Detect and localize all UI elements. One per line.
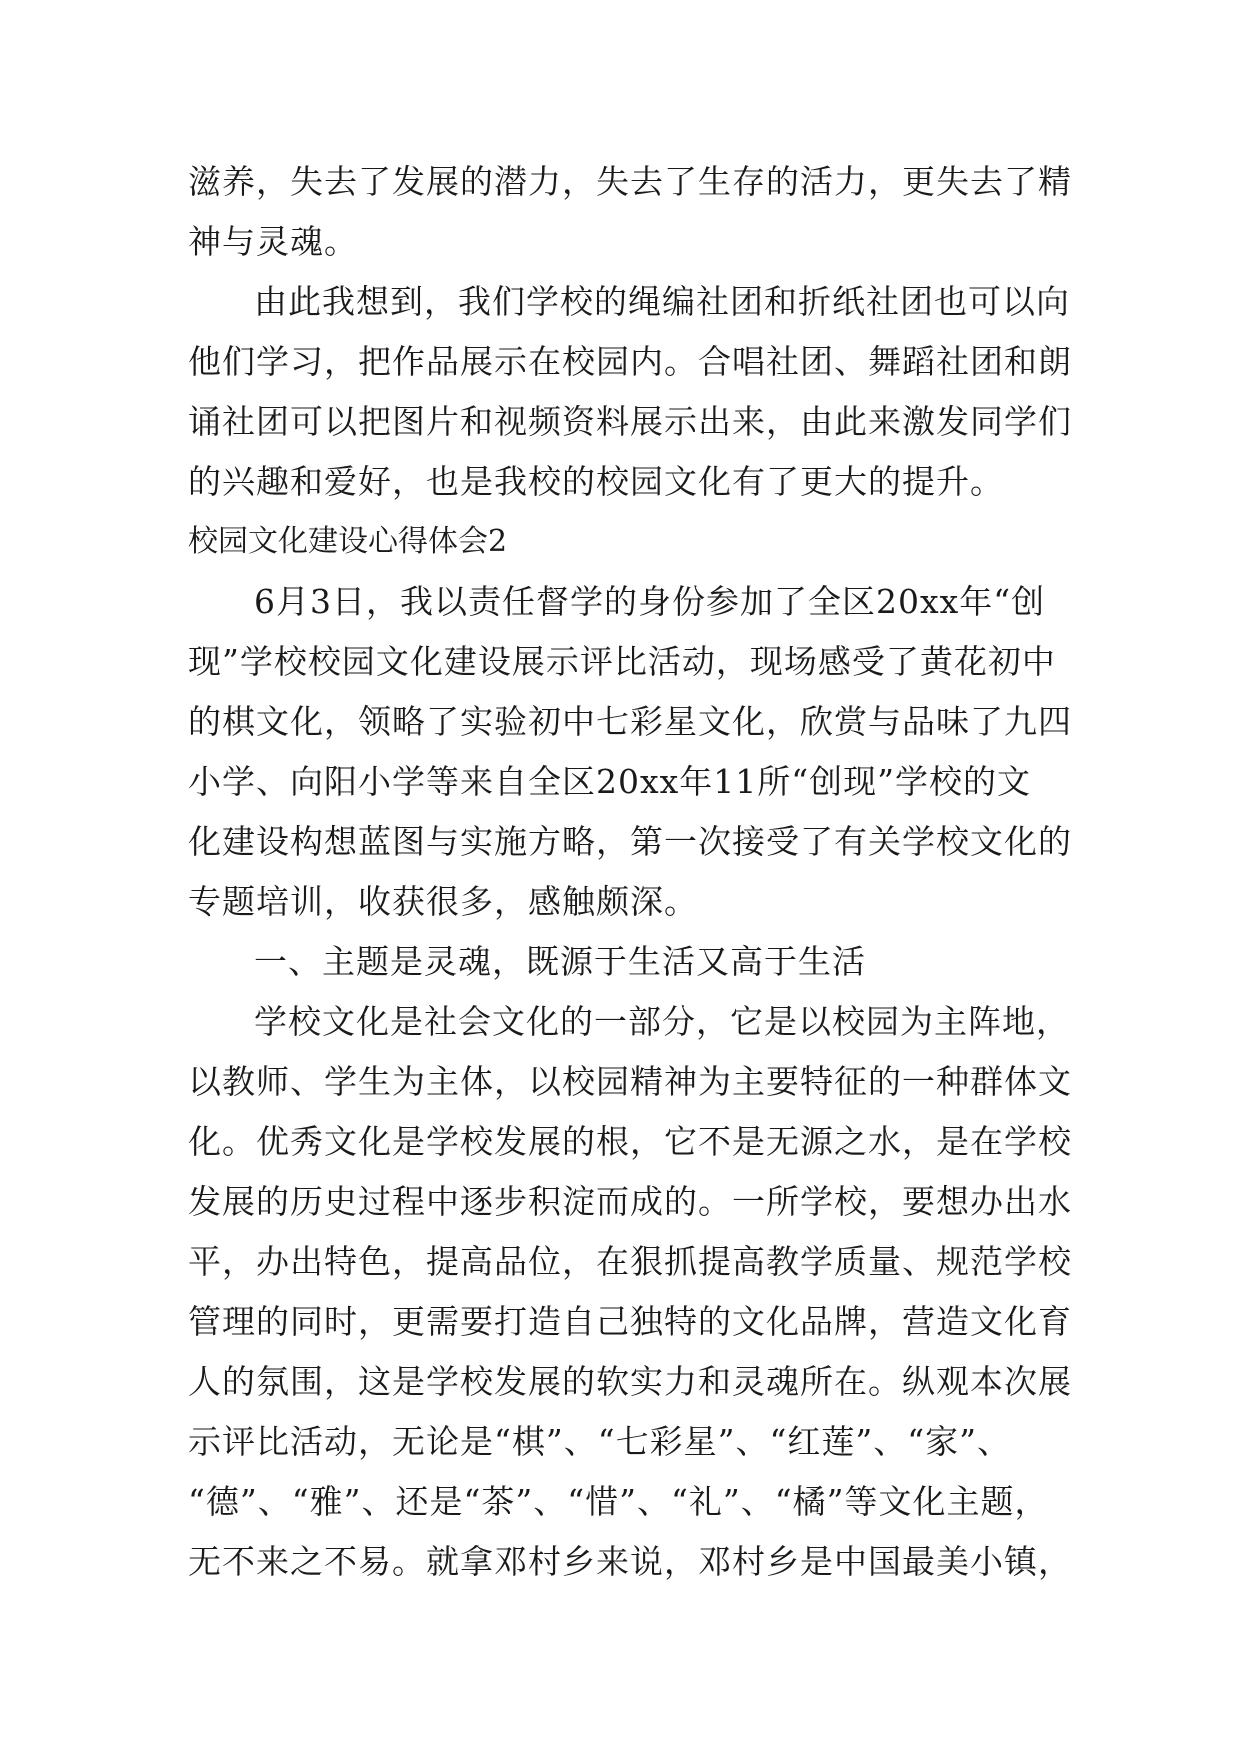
paragraph-line: 的兴趣和爱好，也是我校的校园文化有了更大的提升。 bbox=[188, 462, 1004, 501]
paragraph-line: 诵社团可以把图片和视频资料展示出来，由此来激发同学们 bbox=[188, 402, 1072, 441]
section-title: 校园文化建设心得体会2 bbox=[188, 524, 508, 559]
paragraph-line: 人的氛围，这是学校发展的软实力和灵魂所在。纵观本次展 bbox=[188, 1362, 1072, 1401]
document-page bbox=[188, 152, 1072, 1592]
paragraph-line: 管理的同时，更需要打造自己独特的文化品牌，营造文化育 bbox=[188, 1302, 1072, 1341]
paragraph-line: 专题培训，收获很多，感触颇深。 bbox=[188, 882, 698, 921]
paragraph-line: 他们学习，把作品展示在校园内。合唱社团、舞蹈社团和朗 bbox=[188, 342, 1072, 381]
paragraph-line: 神与灵魂。 bbox=[188, 222, 358, 261]
paragraph-line: 由此我想到，我们学校的绳编社团和折纸社团也可以向 bbox=[254, 282, 1070, 321]
paragraph-line: 示评比活动，无论是“棋”、“七彩星”、“红莲”、“家”、 bbox=[188, 1422, 1011, 1461]
paragraph-line: 发展的历史过程中逐步积淀而成的。一所学校，要想办出水 bbox=[188, 1182, 1072, 1221]
paragraph-line: 滋养，失去了发展的潜力，失去了生存的活力，更失去了精 bbox=[188, 162, 1072, 201]
subheading: 一、主题是灵魂，既源于生活又高于生活 bbox=[254, 942, 866, 981]
paragraph-line: 化。优秀文化是学校发展的根，它不是无源之水，是在学校 bbox=[188, 1122, 1072, 1161]
paragraph-line: 以教师、学生为主体，以校园精神为主要特征的一种群体文 bbox=[188, 1062, 1072, 1101]
paragraph-line: 的棋文化，领略了实验初中七彩星文化，欣赏与品味了九四 bbox=[188, 702, 1072, 741]
paragraph-line: 化建设构想蓝图与实施方略，第一次接受了有关学校文化的 bbox=[188, 822, 1072, 861]
paragraph-line: 6月3日，我以责任督学的身份参加了全区20xx年“创 bbox=[254, 582, 1046, 621]
paragraph-line: “德”、“雅”、还是“茶”、“惜”、“礼”、“橘”等文化主题， bbox=[188, 1482, 1049, 1521]
paragraph-line: 现”学校校园文化建设展示评比活动，现场感受了黄花初中 bbox=[188, 642, 1056, 681]
paragraph-line: 小学、向阳小学等来自全区20xx年11所“创现”学校的文 bbox=[188, 762, 1031, 801]
paragraph-line: 学校文化是社会文化的一部分，它是以校园为主阵地， bbox=[254, 1002, 1070, 1041]
paragraph-line: 无不来之不易。就拿邓村乡来说，邓村乡是中国最美小镇， bbox=[188, 1542, 1072, 1581]
paragraph-line: 平，办出特色，提高品位，在狠抓提高教学质量、规范学校 bbox=[188, 1242, 1072, 1281]
